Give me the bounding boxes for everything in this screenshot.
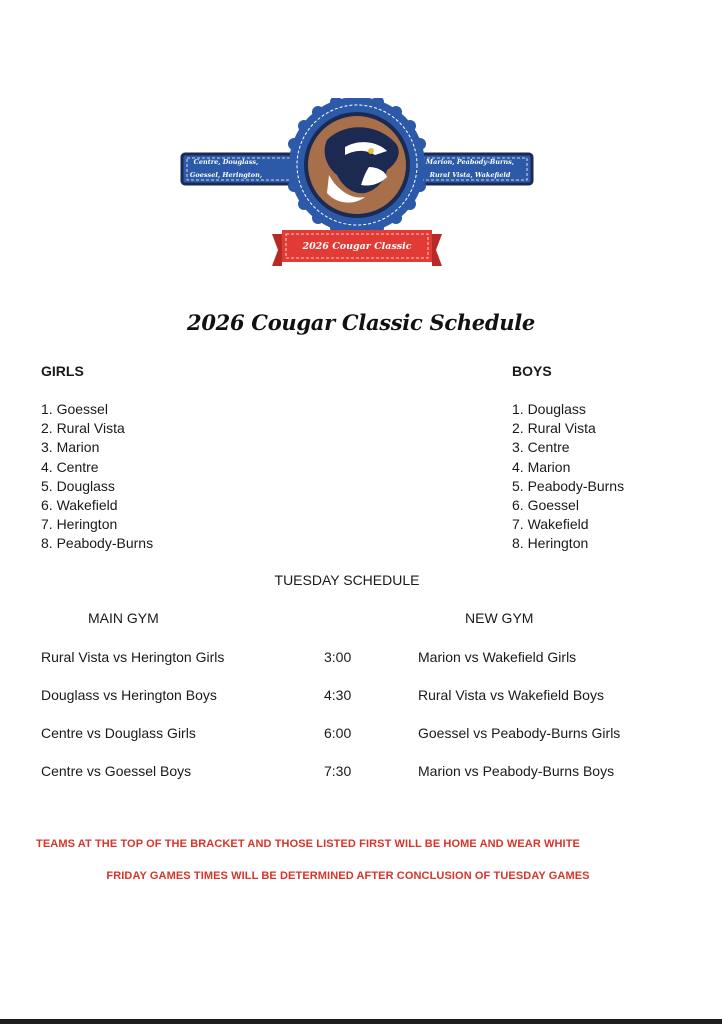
boys-heading: BOYS	[512, 363, 552, 379]
new-gym-game: Rural Vista vs Wakefield Boys	[418, 687, 604, 703]
boys-seed: 2. Rural Vista	[512, 420, 596, 437]
logo-left-text-line1: Centre, Douglass,	[193, 158, 259, 166]
new-gym-game: Marion vs Peabody-Burns Boys	[418, 763, 615, 779]
girls-seed: 4. Centre	[41, 458, 99, 475]
game-time: 6:00	[324, 725, 352, 741]
girls-seed: 1. Goessel	[41, 401, 108, 417]
girls-seed: 7. Herington	[41, 516, 118, 533]
boys-seed: 6. Goessel	[512, 497, 579, 514]
boys-seed: 5. Peabody-Burns	[512, 477, 625, 494]
game-time: 3:00	[324, 649, 352, 665]
boys-seed: 3. Centre	[512, 439, 570, 456]
logo-right-text-line2: Rural Vista, Wakefield	[429, 171, 511, 179]
boys-seed: 1. Douglass	[512, 401, 586, 417]
girls-seed: 3. Marion	[41, 439, 100, 456]
new-gym-game: Goessel vs Peabody-Burns Girls	[418, 725, 621, 741]
main-gym-game: Douglass vs Herington Boys	[41, 687, 217, 703]
main-gym-game: Centre vs Goessel Boys	[41, 763, 192, 779]
main-gym-game: Rural Vista vs Herington Girls	[41, 649, 225, 665]
cougar-classic-logo	[180, 98, 534, 270]
boys-seed: 8. Herington	[512, 535, 589, 552]
girls-heading: GIRLS	[41, 363, 84, 379]
page-title: 2026 Cougar Classic Schedule	[187, 310, 535, 335]
new-gym-label: NEW GYM	[465, 610, 534, 626]
game-time: 7:30	[324, 763, 352, 779]
girls-seed-list	[41, 400, 153, 554]
girls-seed: 5. Douglass	[41, 477, 115, 494]
boys-seed-list	[512, 400, 624, 554]
girls-seed: 6. Wakefield	[41, 497, 118, 514]
logo-right-text-line1: Marion, Peabody-Burns,	[425, 158, 515, 166]
boys-seed: 4. Marion	[512, 458, 571, 475]
logo-left-text-line2: Goessel, Herington,	[189, 171, 263, 179]
girls-seed: 8. Peabody-Burns	[41, 535, 154, 552]
logo-banner-text: 2026 Cougar Classic	[302, 241, 412, 252]
friday-times-note: FRIDAY GAMES TIMES WILL BE DETERMINED AFTER CONCLUSION OF TUESDAY GAMES	[106, 870, 590, 882]
boys-seed: 7. Wakefield	[512, 516, 589, 533]
girls-seed: 2. Rural Vista	[41, 420, 125, 437]
home-team-note: TEAMS AT THE TOP OF THE BRACKET AND THOSE LISTED FIRST WILL BE HOME AND WEAR WHITE	[36, 838, 580, 850]
game-time: 4:30	[324, 687, 352, 703]
bottom-divider	[0, 1019, 722, 1024]
schedule-heading: TUESDAY SCHEDULE	[274, 572, 420, 588]
new-gym-game: Marion vs Wakefield Girls	[418, 649, 577, 665]
main-gym-game: Centre vs Douglass Girls	[41, 725, 196, 741]
main-gym-label: MAIN GYM	[88, 610, 159, 626]
